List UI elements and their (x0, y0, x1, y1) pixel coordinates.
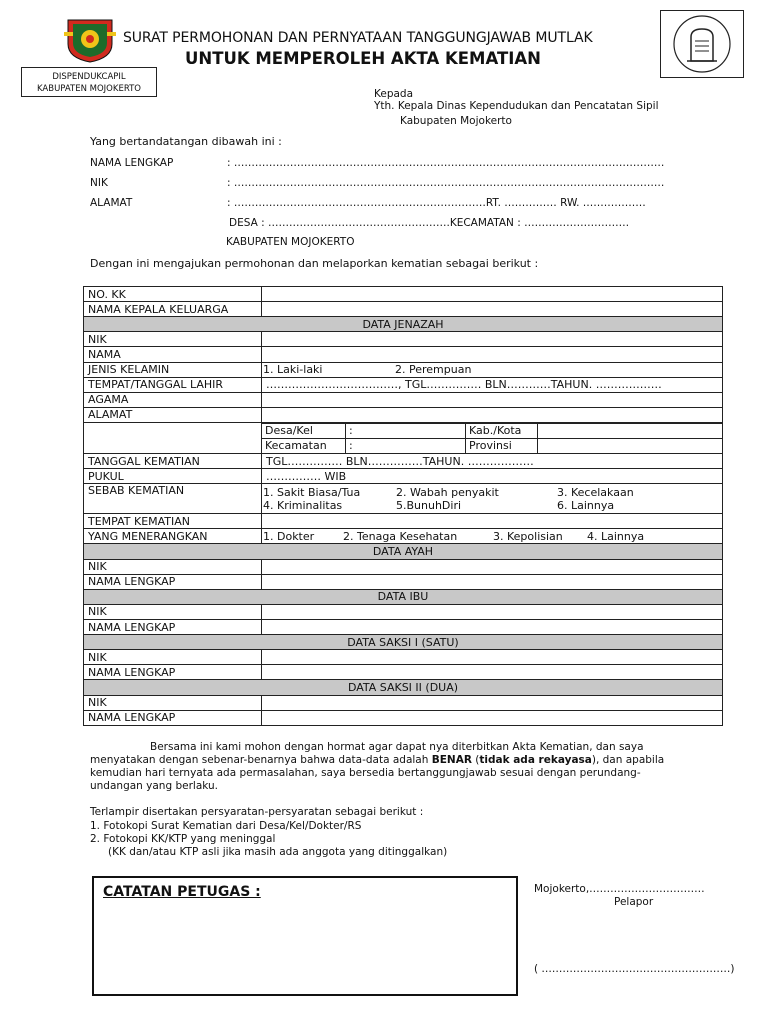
applicant-name-label: NAMA LENGKAP (90, 157, 174, 169)
agency-label-line2: KABUPATEN MOJOKERTO (37, 84, 141, 94)
tgl-kematian-field[interactable]: TGL…………… BLN……………TAHUN. ……………… (262, 453, 723, 468)
form-title-line1: SURAT PERMOHONAN DAN PERNYATAAN TANGGUNGJAWAB MUTLAK (123, 30, 593, 46)
signature-place-date[interactable]: Mojokerto,…………………………… (534, 883, 705, 895)
ttl-field[interactable]: ………………………………, TGL…………… BLN…………TAHUN. ……………… (262, 377, 723, 392)
tombstone-photo-box (660, 10, 744, 78)
statement-line3: kemudian hari ternyata ada permasalahan, saya bersedia bertanggungjawab sesuai dengan perundang- (90, 767, 641, 779)
section-data-ayah: DATA AYAH (84, 544, 723, 559)
table-row (84, 604, 723, 619)
cause-option-5[interactable]: 5.BunuhDiri (396, 498, 462, 512)
address-subgrid (262, 423, 723, 454)
provinsi-field[interactable] (538, 438, 723, 453)
table-row (84, 650, 723, 665)
cause-option-4[interactable]: 4. Kriminalitas (263, 498, 343, 512)
address-subgrid-cell (262, 422, 723, 453)
table-row (84, 559, 723, 574)
applicant-kabupaten: KABUPATEN MOJOKERTO (226, 236, 355, 248)
yang-menerangkan-options (262, 529, 723, 544)
table-row (84, 332, 723, 347)
death-data-table (83, 286, 723, 726)
agency-label-line1: DISPENDUKCAPIL (52, 72, 126, 82)
requirement-item-1: 1. Fotokopi Surat Kematian dari Desa/Kel/Dokter/RS (90, 820, 362, 832)
informant-option-4[interactable]: 4. Lainnya (587, 529, 645, 543)
ayah-nik-label: NIK (84, 559, 262, 574)
pukul-label: PUKUL (84, 469, 262, 484)
table-row (84, 469, 723, 484)
tombstone-icon (661, 11, 743, 77)
saksi1-nik-label: NIK (84, 650, 262, 665)
addressee-title: Yth. Kepala Dinas Kependudukan dan Pencatatan Sipil (374, 100, 659, 112)
agama-field[interactable] (262, 392, 723, 407)
section-data-jenazah: DATA JENAZAH (84, 317, 723, 332)
table-row (84, 695, 723, 710)
saksi1-nama-field[interactable] (262, 665, 723, 680)
section-header-row (84, 589, 723, 604)
kecamatan-field[interactable]: : (346, 438, 466, 453)
table-row (84, 529, 723, 544)
addressee-region: Kabupaten Mojokerto (400, 115, 512, 127)
table-row (84, 453, 723, 468)
agency-label-box (21, 67, 157, 97)
ttl-label: TEMPAT/TANGGAL LAHIR (84, 377, 262, 392)
kepala-keluarga-field[interactable] (262, 302, 723, 317)
informant-option-1[interactable]: 1. Dokter (263, 529, 315, 543)
jenazah-nama-field[interactable] (262, 347, 723, 362)
ayah-nik-field[interactable] (262, 559, 723, 574)
ibu-nik-label: NIK (84, 604, 262, 619)
addressee-to: Kepada (374, 88, 414, 100)
sebab-options (262, 484, 723, 514)
applicant-desa-field[interactable]: DESA : …………………………………………….KECAMATAN : ………………………… (229, 217, 630, 229)
applicant-address-label: ALAMAT (90, 197, 133, 209)
kab-kota-field[interactable] (538, 423, 723, 438)
table-row (84, 710, 723, 725)
section-header-row (84, 544, 723, 559)
requirement-item-2-note: (KK dan/atau KTP asli jika masih ada anggota yang ditinggalkan) (108, 846, 448, 858)
requirement-item-2: 2. Fotokopi KK/KTP yang meninggal (90, 833, 276, 845)
request-statement: Dengan ini mengajukan permohonan dan melaporkan kematian sebagai berikut : (90, 257, 539, 270)
saksi2-nama-field[interactable] (262, 710, 723, 725)
applicant-intro: Yang bertandatangan dibawah ini : (90, 135, 282, 148)
kepala-keluarga-label: NAMA KEPALA KELUARGA (84, 302, 262, 317)
ibu-nama-field[interactable] (262, 619, 723, 634)
section-header-row (84, 317, 723, 332)
table-row (84, 362, 723, 377)
jenazah-nik-label: NIK (84, 332, 262, 347)
tgl-kematian-label: TANGGAL KEMATIAN (84, 453, 262, 468)
applicant-address-field[interactable]: : ………………………………………………………………RT. …………… RW. ……………… (227, 197, 646, 209)
jenazah-nama-label: NAMA (84, 347, 262, 362)
signature-name-line[interactable]: ( ………………………………………………) (534, 963, 735, 975)
form-title-line2: UNTUK MEMPEROLEH AKTA KEMATIAN (185, 49, 541, 68)
statement-line2: menyatakan dengan sebenar-benarnya bahwa data-data adalah BENAR (tidak ada rekayasa), dan apabila (90, 754, 665, 766)
cause-option-1[interactable]: 1. Sakit Biasa/Tua (263, 485, 361, 499)
section-header-row (84, 680, 723, 695)
gender-option-male[interactable]: 1. Laki-laki (263, 363, 323, 377)
alamat-field[interactable] (262, 407, 723, 422)
yang-menerangkan-label: YANG MENERANGKAN (84, 529, 262, 544)
applicant-nik-field[interactable]: : …………………………………………………………………………………………………………… (227, 177, 665, 189)
desa-kel-label: Desa/Kel (262, 423, 346, 438)
jenis-kelamin-options (262, 362, 723, 377)
saksi2-nik-label: NIK (84, 695, 262, 710)
officer-notes-box[interactable] (92, 876, 518, 996)
tempat-kematian-field[interactable] (262, 514, 723, 529)
no-kk-label: NO. KK (84, 287, 262, 302)
saksi1-nik-field[interactable] (262, 650, 723, 665)
sebab-label: SEBAB KEMATIAN (84, 484, 262, 514)
cause-option-2[interactable]: 2. Wabah penyakit (396, 485, 499, 499)
section-data-ibu: DATA IBU (84, 589, 723, 604)
table-row (84, 484, 723, 514)
regency-logo (62, 14, 118, 64)
cause-option-6[interactable]: 6. Lainnya (557, 498, 615, 512)
applicant-name-field[interactable]: : …………………………………………………………………………………………………………… (227, 157, 665, 169)
section-header-row (84, 635, 723, 650)
ibu-nama-label: NAMA LENGKAP (84, 619, 262, 634)
agama-label: AGAMA (84, 392, 262, 407)
ayah-nama-label: NAMA LENGKAP (84, 574, 262, 589)
table-row (84, 574, 723, 589)
section-data-saksi-2: DATA SAKSI II (DUA) (84, 680, 723, 695)
tempat-kematian-label: TEMPAT KEMATIAN (84, 514, 262, 529)
table-row (84, 619, 723, 634)
table-row (84, 347, 723, 362)
table-row (84, 377, 723, 392)
table-row (84, 514, 723, 529)
saksi2-nama-label: NAMA LENGKAP (84, 710, 262, 725)
ayah-nama-field[interactable] (262, 574, 723, 589)
pukul-field[interactable]: …………… WIB (262, 469, 723, 484)
kab-kota-label: Kab./Kota (466, 423, 538, 438)
cause-option-3[interactable]: 3. Kecelakaan (557, 485, 634, 499)
provinsi-label: Provinsi (466, 438, 538, 453)
officer-notes-title: CATATAN PETUGAS : (103, 884, 261, 900)
gender-option-female[interactable]: 2. Perempuan (395, 363, 472, 377)
desa-kel-field[interactable]: : (346, 423, 466, 438)
table-row (84, 665, 723, 680)
statement-line1: Bersama ini kami mohon dengan hormat agar dapat nya diterbitkan Akta Kematian, dan saya (150, 741, 644, 753)
no-kk-field[interactable] (262, 287, 723, 302)
requirements-intro: Terlampir disertakan persyaratan-persyaratan sebagai berikut : (90, 806, 424, 818)
table-row (84, 302, 723, 317)
section-data-saksi-1: DATA SAKSI I (SATU) (84, 635, 723, 650)
table-row (84, 287, 723, 302)
signature-role: Pelapor (614, 896, 654, 908)
table-row (84, 392, 723, 407)
applicant-nik-label: NIK (90, 177, 108, 189)
informant-option-3[interactable]: 3. Kepolisian (493, 529, 563, 543)
table-row (84, 407, 723, 422)
saksi1-nama-label: NAMA LENGKAP (84, 665, 262, 680)
informant-option-2[interactable]: 2. Tenaga Kesehatan (343, 529, 458, 543)
statement-line4: undangan yang berlaku. (90, 780, 219, 792)
ibu-nik-field[interactable] (262, 604, 723, 619)
saksi2-nik-field[interactable] (262, 695, 723, 710)
kecamatan-label: Kecamatan (262, 438, 346, 453)
jenazah-nik-field[interactable] (262, 332, 723, 347)
alamat-label: ALAMAT (84, 407, 262, 422)
jenis-kelamin-label: JENIS KELAMIN (84, 362, 262, 377)
table-row (84, 422, 723, 453)
